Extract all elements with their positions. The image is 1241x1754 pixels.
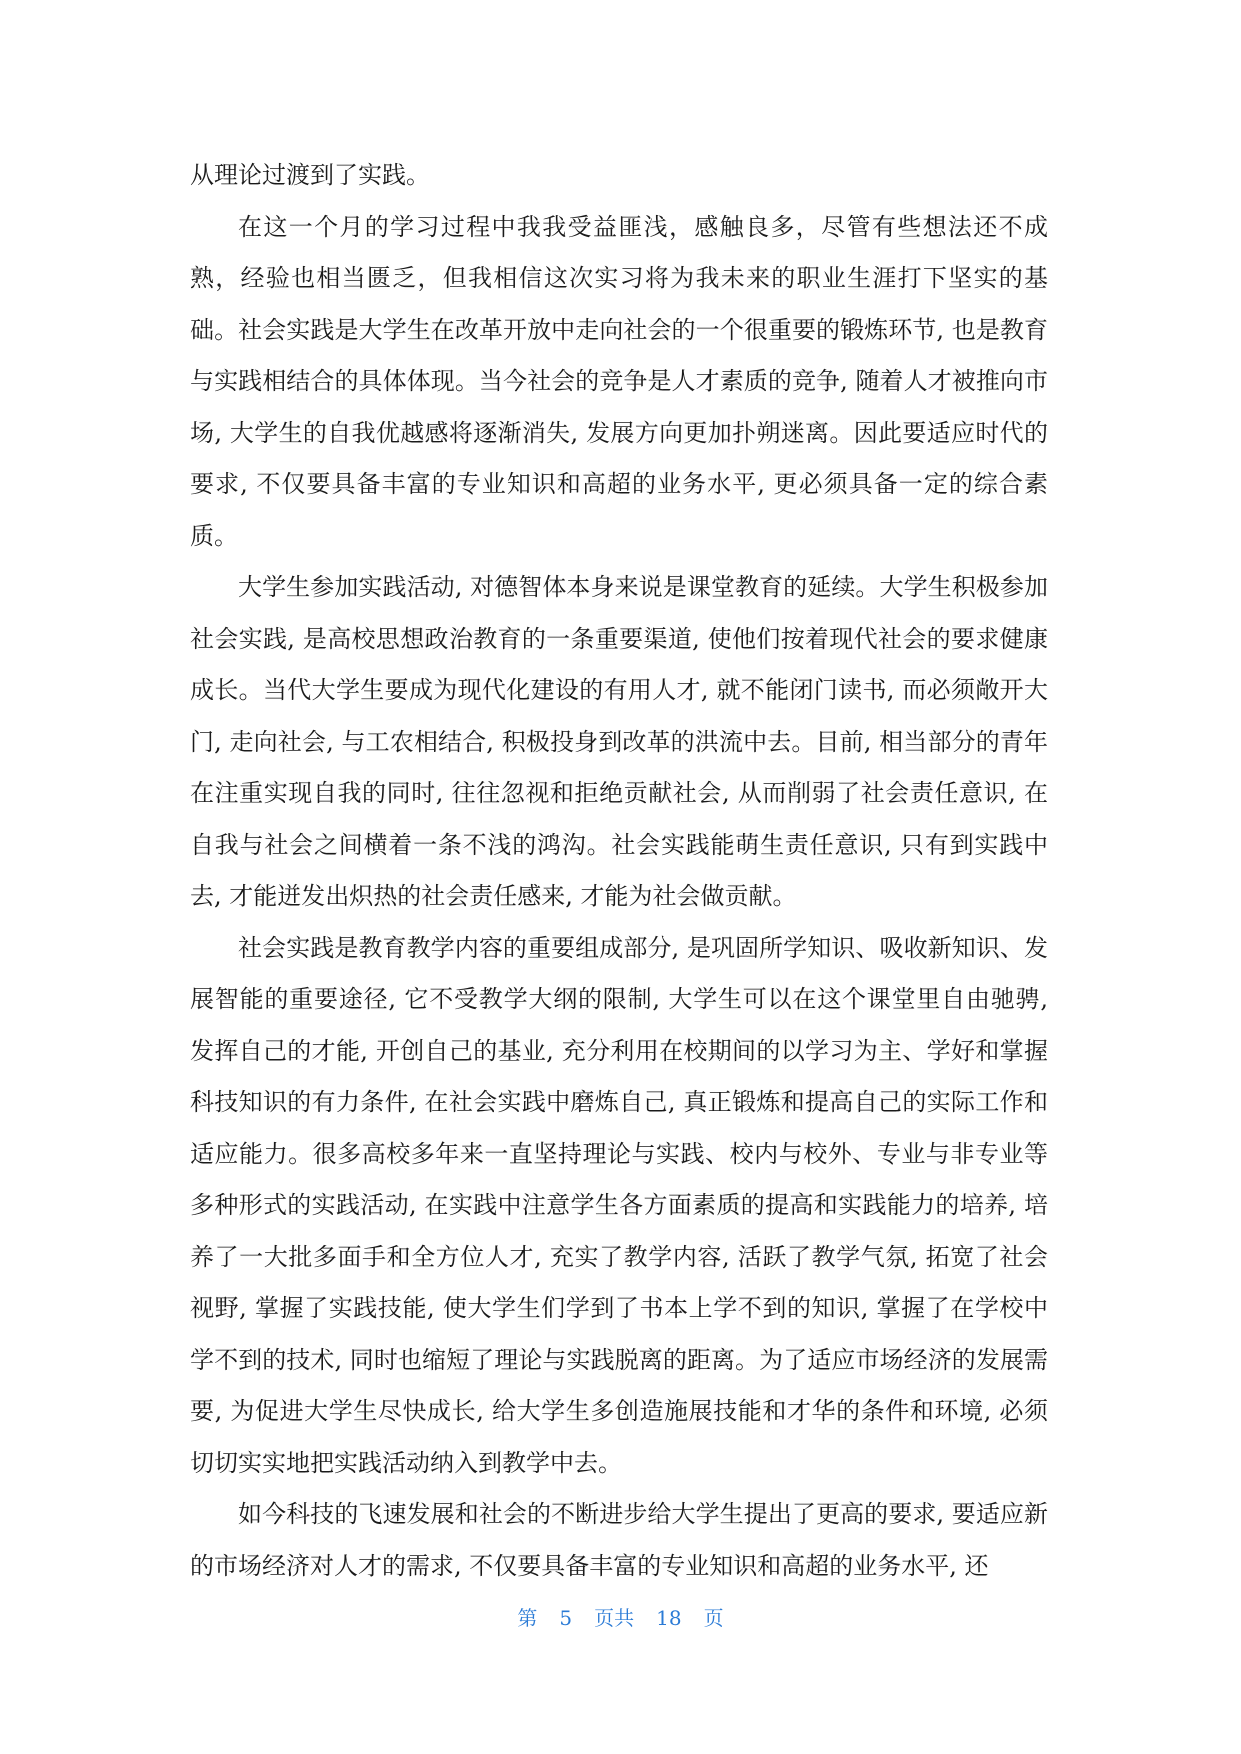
page-footer xyxy=(0,1602,1241,1631)
footer-suffix: 页 xyxy=(703,1606,724,1630)
paragraph-3: 大学生参加实践活动, 对德智体本身来说是课堂教育的延续。大学生积极参加社会实践, 是高校思想政治教育的一条重要渠道, 使他们按着现代社会的要求健康成长。当代大学生要成为现代化建设的有用人才, 就不能闭门读书, 而必须敞开大门, 走向社会, 与工农相结合, 积极投身到改革的洪流中去。目前, 相当部分的青年在注重实现自我的同时, 往往忽视和拒绝贡献社会, 从而削弱了社会责任意识, 在自我与社会之间横着一条不浅的鸿沟。社会实践能萌生责任意识, 只有到实践中去, 才能迸发出炽热的社会责任感来, 才能为社会做贡献。 xyxy=(190,573,1048,910)
paragraph-4: 社会实践是教育教学内容的重要组成部分, 是巩固所学知识、吸收新知识、发展智能的重要途径, 它不受教学大纲的限制, 大学生可以在这个课堂里自由驰骋, 发挥自己的才能, 开创自己的基业, 充分利用在校期间的以学习为主、学好和掌握科技知识的有力条件, 在社会实践中磨炼自己, 真正锻炼和提高自己的实际工作和适应能力。很多高校多年来一直坚持理论与实践、校内与校外、专业与非专业等多种形式的实践活动, 在实践中注意学生各方面素质的提高和实践能力的培养, 培养了一大批多面手和全方位人才, 充实了教学内容, 活跃了教学气氛, 拓宽了社会视野, 掌握了实践技能, 使大学生们学到了书本上学不到的知识, 掌握了在学校中学不到的技术, 同时也缩短了理论与实践脱离的距离。为了适应市场经济的发展需要, 为促进大学生尽快成长, 给大学生多创造施展技能和才华的条件和环境, 必须切切实实地把实践活动纳入到教学中去。 xyxy=(190,933,1048,1477)
footer-total-pages: 18 xyxy=(656,1606,682,1630)
paragraph-5: 如今科技的飞速发展和社会的不断进步给大学生提出了更高的要求, 要适应新的市场经济对人才的需求, 不仅要具备丰富的专业知识和高超的业务水平, 还 xyxy=(190,1500,1048,1580)
footer-prefix: 第 xyxy=(517,1606,538,1630)
footer-current-page: 5 xyxy=(559,1606,573,1630)
paragraph-1: 从理论过渡到了实践。 xyxy=(190,161,430,189)
document-body xyxy=(190,150,1048,1592)
footer-middle: 页共 xyxy=(594,1606,635,1630)
paragraph-2: 在这一个月的学习过程中我我受益匪浅，感触良多，尽管有些想法还不成熟，经验也相当匮乏，但我相信这次实习将为我未来的职业生涯打下坚实的基础。社会实践是大学生在改革开放中走向社会的一个很重要的锻炼环节, 也是教育与实践相结合的具体体现。当今社会的竞争是人才素质的竞争, 随着人才被推向市场, 大学生的自我优越感将逐渐消失, 发展方向更加扑朔迷离。因此要适应时代的要求, 不仅要具备丰富的专业知识和高超的业务水平, 更必须具备一定的综合素质。 xyxy=(190,212,1048,550)
